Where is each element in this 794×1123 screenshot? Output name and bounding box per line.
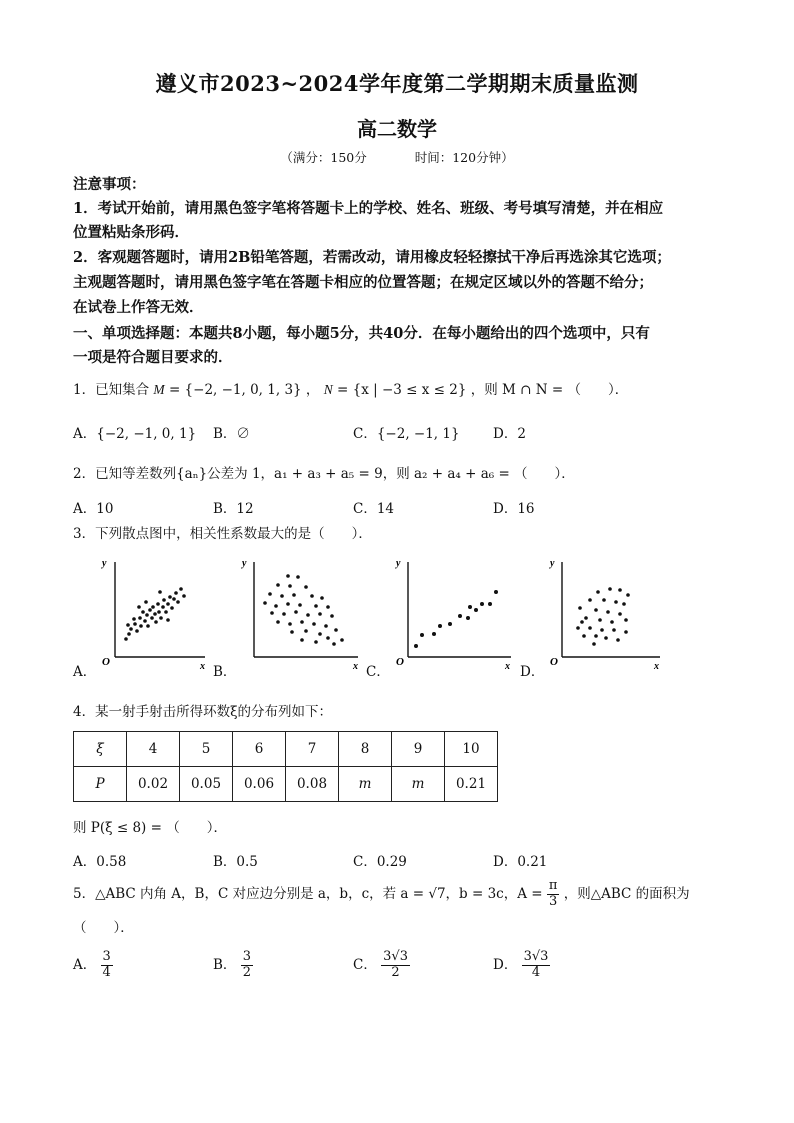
notice-item2-line3: 在试卷上作答无效． (73, 299, 204, 316)
q5-option-b[interactable] (213, 950, 253, 981)
notice-item1-line2: 位置粘贴条形码． (73, 224, 189, 241)
table-cell: 4 (127, 732, 180, 767)
fraction-denominator: 2 (242, 964, 251, 980)
fraction-numerator: 3 (102, 949, 111, 964)
q4-question: 则 P(ξ ≤ 8) = （ ）． (73, 820, 227, 836)
q1-tail: ，则 M ∩ N = （ ）． (470, 382, 629, 398)
exam-title: 遵义市2023~2024学年度第二学期期末质量监测 (155, 71, 639, 96)
full-score: （满分：150分 (280, 150, 367, 165)
option-fraction (381, 950, 410, 981)
q2-option-d[interactable]: D．16 (493, 501, 535, 517)
fraction-numerator: π (548, 878, 558, 893)
q3-option-c[interactable]: C． (366, 664, 390, 680)
y-axis-label: y (550, 558, 555, 569)
table-row-xi (74, 732, 498, 767)
fraction-denominator: 3 (549, 893, 558, 909)
scatter-plot-b (232, 552, 362, 672)
q5-line2: （ ）． (73, 920, 134, 936)
exam-info (0, 148, 794, 166)
exam-subject: 高二数学 (357, 117, 437, 141)
option-fraction (241, 950, 253, 981)
fraction-denominator: 4 (531, 964, 541, 980)
scatter-plot-c (386, 552, 516, 672)
table-row-p (74, 767, 498, 802)
q1-option-c[interactable]: C．{−2, −1, 1} (353, 426, 460, 442)
notice-item2-line1: 2．客观题答题时，请用2B铅笔答题，若需改动，请用橡皮轻轻擦拭干净后再选涂其它选项； (73, 249, 671, 266)
option-label: B． (213, 956, 237, 973)
table-cell: 10 (445, 732, 498, 767)
table-cell: 0.05 (180, 767, 233, 802)
x-axis-label: x (654, 661, 659, 672)
q1-N-set: = {x | −3 ≤ x ≤ 2} (337, 382, 467, 398)
q1-M-set: = {−2, −1, 0, 1, 3} (168, 382, 302, 398)
q5-angle-fraction (547, 879, 560, 910)
question-2: 2．已知等差数列{aₙ}公差为 1，a₁ + a₃ + a₅ = 9，则 a₂ + a₄ + a₆ = （ ）． (73, 466, 575, 482)
option-label: C． (353, 956, 377, 973)
notice-item1-line1: 1．考试开始前，请用黑色签字笔将答题卡上的学校、姓名、班级、考号填写清楚，并在相应 (73, 200, 664, 217)
x-axis-label: x (505, 661, 510, 672)
fraction-numerator: 3√3 (383, 949, 408, 964)
question-3: 3．下列散点图中，相关性系数最大的是（ ）． (73, 526, 372, 542)
fraction-denominator: 4 (102, 964, 111, 980)
option-label: D． (493, 956, 518, 973)
y-axis-label: y (396, 558, 401, 569)
exam-time: 时间：120分钟） (414, 150, 514, 165)
section1-line1: 一、单项选择题：本题共8小题，每小题5分，共40分．在每小题给出的四个选项中，只有 (73, 325, 650, 342)
q4-option-a[interactable]: A．0.58 (73, 854, 127, 870)
fraction-numerator: 3√3 (523, 949, 549, 964)
q5-option-d[interactable] (493, 950, 550, 981)
q5-tail: ，则△ABC 的面积为 (563, 885, 690, 902)
question-5 (73, 879, 690, 910)
q2-option-a[interactable]: A．10 (73, 501, 114, 517)
table-cell: m (339, 767, 392, 802)
table-cell: 5 (180, 732, 233, 767)
question-4: 4．某一射手射击所得环数ξ的分布列如下： (73, 704, 333, 720)
q5-option-a[interactable] (73, 950, 113, 981)
table-cell: 0.08 (286, 767, 339, 802)
q2-option-b[interactable]: B．12 (213, 501, 254, 517)
y-axis-label: y (102, 558, 107, 569)
q5-text: 5．△ABC 内角 A，B，C 对应边分别是 a，b，c，若 a = √7，b = 3c，A = (73, 885, 543, 902)
fraction-denominator: 2 (391, 964, 400, 980)
notice-heading: 注意事项： (73, 176, 146, 193)
table-cell: 7 (286, 732, 339, 767)
section1-line2: 一项是符合题目要求的． (73, 349, 233, 366)
table-cell: m (392, 767, 445, 802)
q1-option-d[interactable]: D．2 (493, 426, 526, 442)
option-label: A． (73, 956, 97, 973)
table-cell: 0.06 (233, 767, 286, 802)
table-cell: 8 (339, 732, 392, 767)
q4-option-b[interactable]: B．0.5 (213, 854, 258, 870)
table-cell: 0.21 (445, 767, 498, 802)
option-fraction (101, 950, 113, 981)
q1-M: M (153, 382, 165, 397)
origin-label: O (396, 656, 404, 668)
origin-label: O (550, 656, 558, 668)
x-axis-label: x (200, 661, 205, 672)
distribution-table (73, 731, 498, 802)
table-cell: 6 (233, 732, 286, 767)
q4-option-d[interactable]: D．0.21 (493, 854, 548, 870)
q1-option-a[interactable]: A．{−2, −1, 0, 1} (73, 426, 197, 442)
question-1 (73, 378, 628, 398)
table-cell: ξ (74, 732, 127, 767)
scatter-plot-a (90, 552, 210, 672)
q1-num: 1．已知集合 (73, 382, 150, 398)
q2-option-c[interactable]: C．14 (353, 501, 395, 517)
y-axis-label: y (242, 558, 247, 569)
table-cell: 0.02 (127, 767, 180, 802)
q5-option-c[interactable] (353, 950, 410, 981)
option-fraction (522, 950, 551, 981)
table-cell: 9 (392, 732, 445, 767)
scatter-plot-d (540, 552, 665, 672)
q1-option-b[interactable]: B．∅ (213, 426, 250, 442)
q1-sep: ， (305, 382, 320, 398)
q4-option-c[interactable]: C．0.29 (353, 854, 407, 870)
table-cell: P (74, 767, 127, 802)
origin-label: O (102, 656, 110, 668)
x-axis-label: x (353, 661, 358, 672)
q1-N: N (323, 382, 333, 397)
notice-item2-line2: 主观题答题时，请用黑色签字笔在答题卡相应的位置答题；在规定区域以外的答题不给分； (73, 274, 653, 291)
q3-option-b[interactable]: B． (213, 664, 237, 680)
q3-option-d[interactable]: D． (520, 664, 545, 680)
q3-option-a[interactable]: A． (73, 664, 97, 680)
fraction-numerator: 3 (242, 949, 251, 964)
